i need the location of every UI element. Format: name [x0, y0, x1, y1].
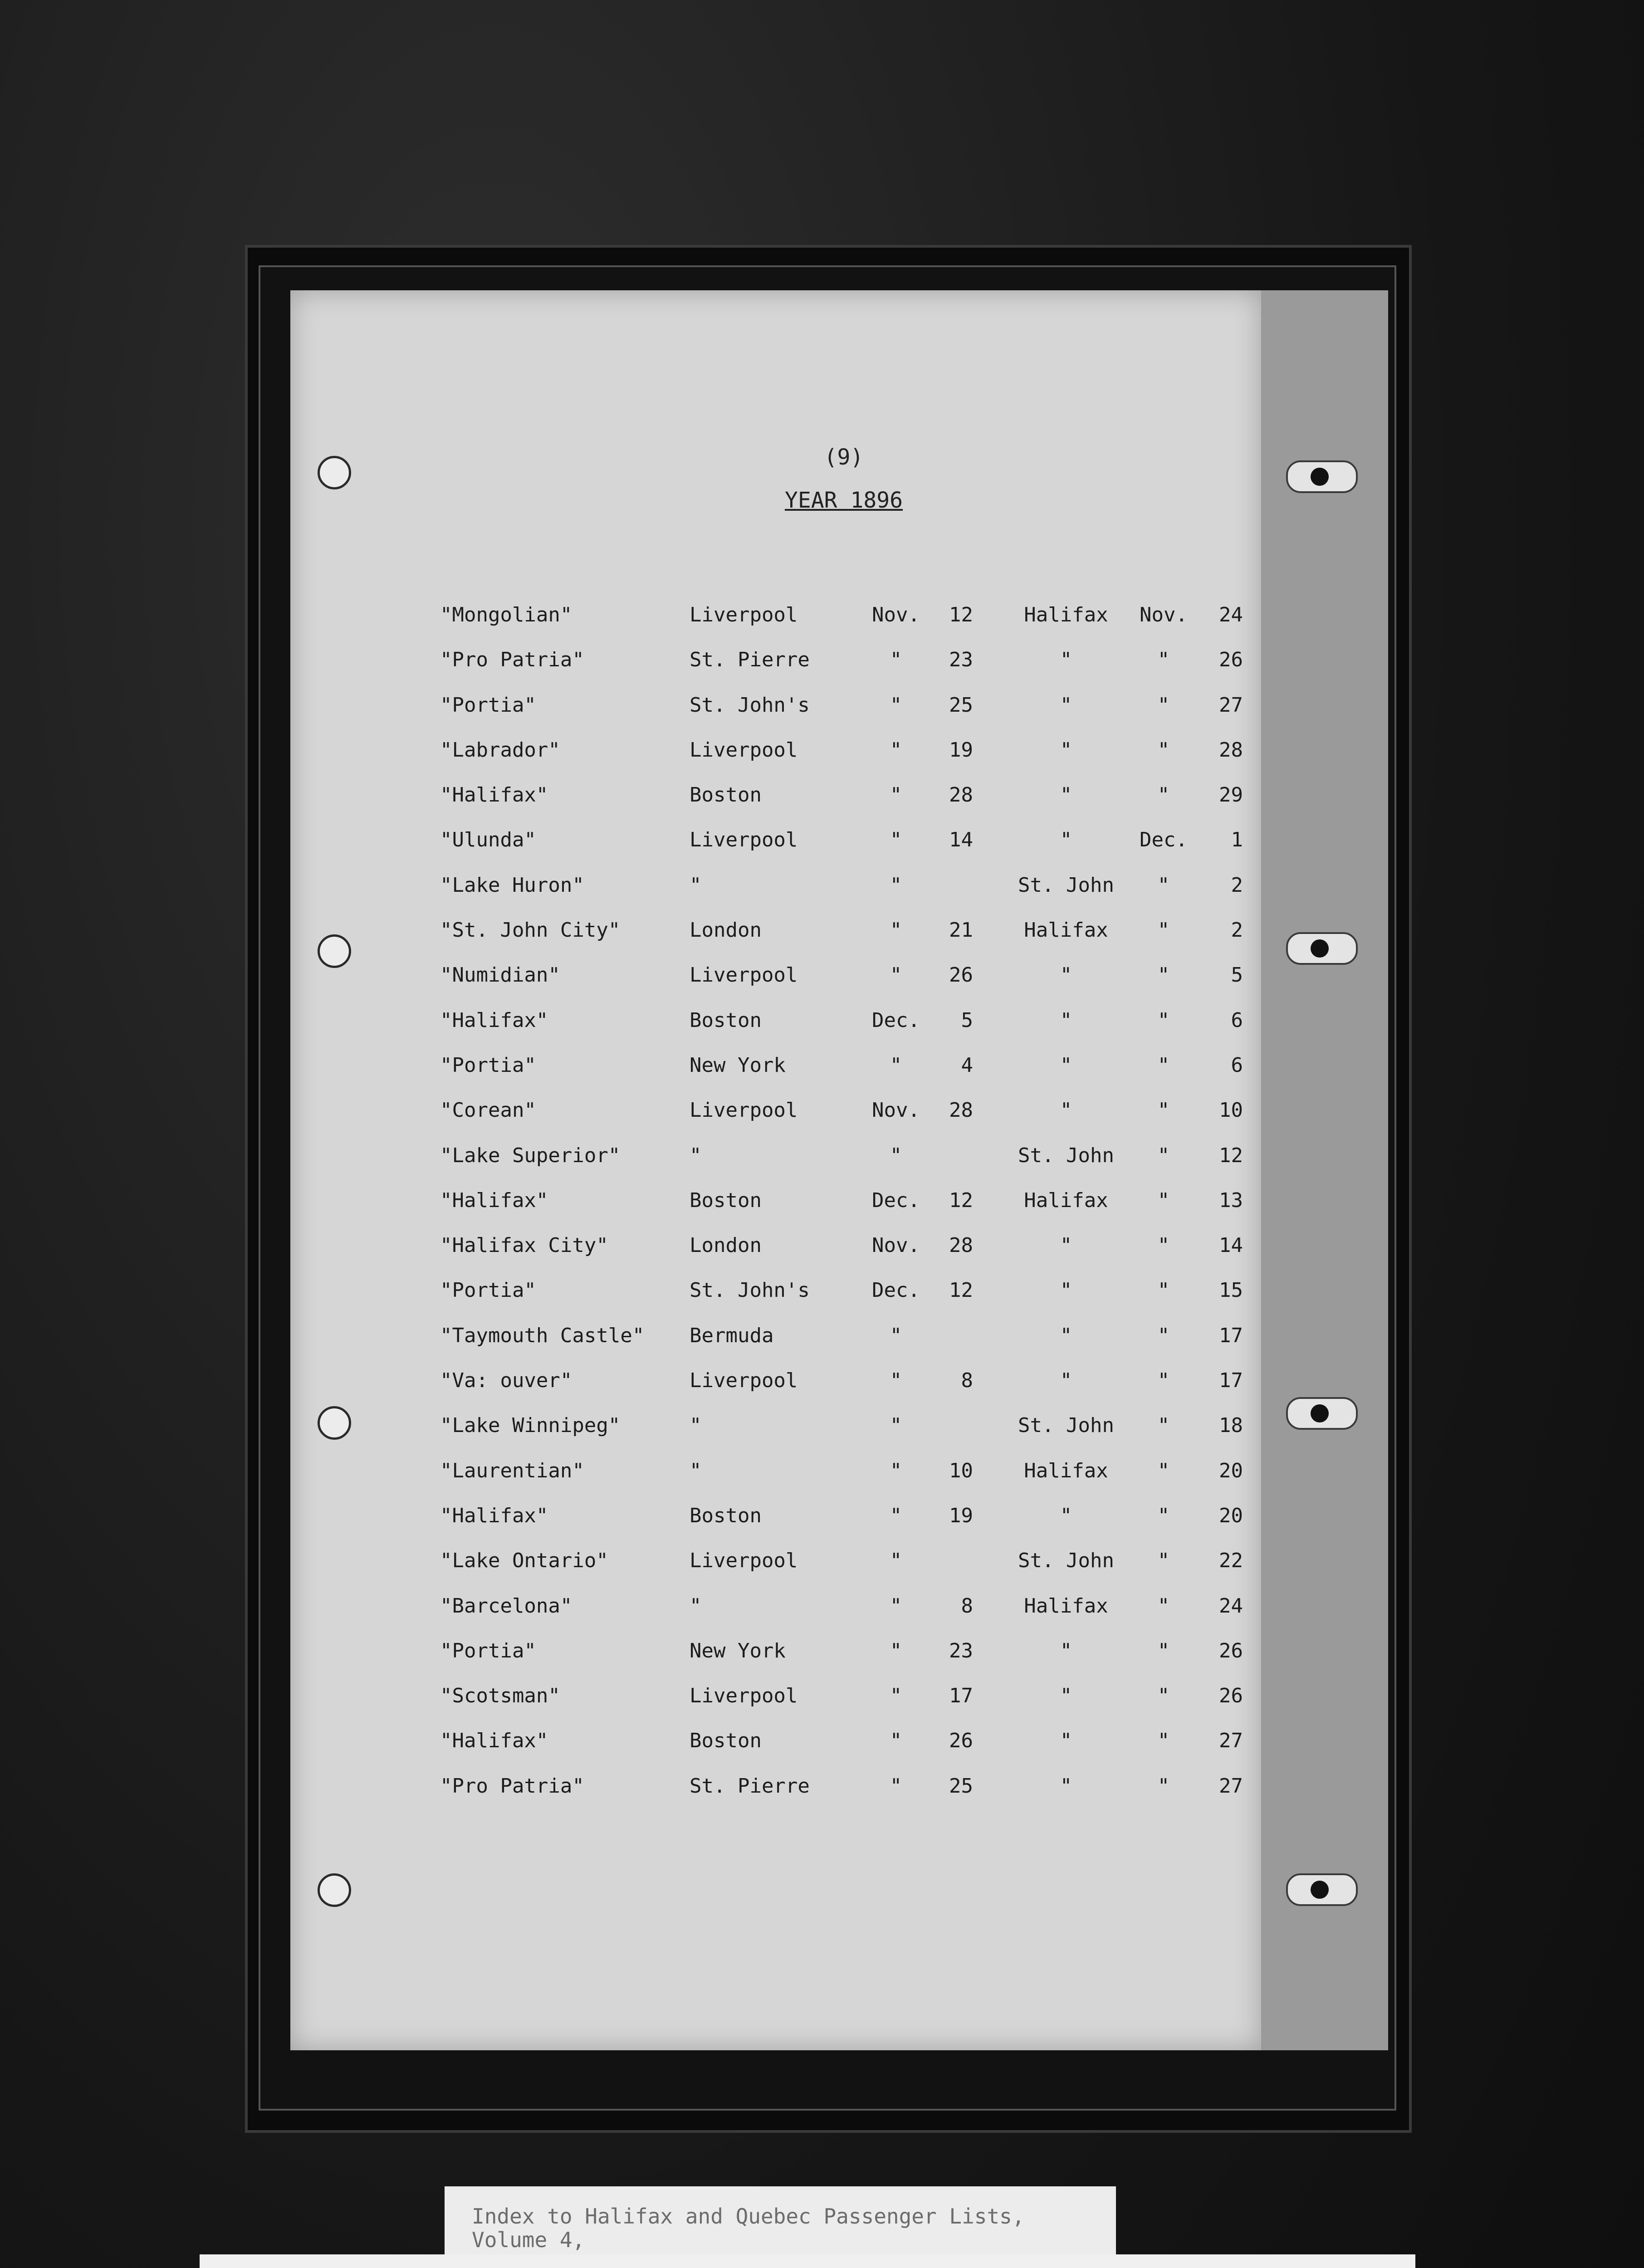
ship-name: "Pro Patria": [440, 648, 584, 672]
departure-day: 17: [949, 1684, 973, 1708]
ship-name: "Barcelona": [440, 1594, 572, 1618]
arrival-month: Nov.: [1140, 603, 1188, 626]
arrival-port: St. John: [1018, 1414, 1114, 1437]
table-row: [440, 1459, 1248, 1504]
arrival-month: ": [1157, 963, 1170, 987]
departure-port: Liverpool: [690, 963, 798, 987]
arrival-day: 28: [1219, 738, 1243, 762]
departure-month: ": [890, 1549, 902, 1573]
departure-port: St. Pierre: [690, 648, 810, 672]
binder-clip-icon: [1286, 1873, 1358, 1906]
departure-month: ": [890, 1053, 902, 1077]
departure-port: ": [690, 1414, 702, 1437]
departure-port: Liverpool: [690, 1684, 798, 1708]
table-row: [440, 603, 1248, 648]
departure-day: 10: [949, 1459, 973, 1482]
arrival-month: ": [1157, 1324, 1170, 1347]
arrival-day: 6: [1231, 1053, 1243, 1077]
departure-port: New York: [690, 1639, 786, 1662]
arrival-day: 26: [1219, 1639, 1243, 1662]
arrival-day: 24: [1219, 603, 1243, 626]
arrival-day: 20: [1219, 1459, 1243, 1482]
arrival-port: ": [1060, 738, 1072, 762]
arrival-day: 14: [1219, 1234, 1243, 1257]
arrival-day: 5: [1231, 963, 1243, 987]
ship-name: "Halifax": [440, 1729, 548, 1753]
departure-port: Liverpool: [690, 738, 798, 762]
punch-hole-icon: [318, 456, 351, 489]
departure-port: Liverpool: [690, 1549, 798, 1573]
arrival-day: 2: [1231, 919, 1243, 942]
page-number: (9): [824, 445, 864, 470]
table-row: [440, 963, 1248, 1008]
binder-clip-icon: [1286, 460, 1358, 493]
arrival-port: ": [1060, 1279, 1072, 1302]
table-row: [440, 1684, 1248, 1729]
arrival-month: ": [1157, 1549, 1170, 1573]
ship-name: "Scotsman": [440, 1684, 560, 1708]
arrival-port: ": [1060, 783, 1072, 807]
ship-name: "Lake Winnipeg": [440, 1414, 621, 1437]
arrival-month: ": [1157, 1369, 1170, 1393]
arrival-month: ": [1157, 919, 1170, 942]
ship-name: "Halifax": [440, 1008, 548, 1032]
departure-port: Liverpool: [690, 828, 798, 852]
arrival-day: 29: [1219, 783, 1243, 807]
departure-month: ": [890, 1144, 902, 1167]
arrival-day: 27: [1219, 1774, 1243, 1798]
table-row: [440, 1099, 1248, 1144]
departure-month: ": [890, 783, 902, 807]
arrival-month: ": [1157, 1729, 1170, 1753]
departure-day: 8: [961, 1369, 973, 1393]
departure-port: St. John's: [690, 693, 810, 717]
arrival-port: ": [1060, 1053, 1072, 1077]
departure-day: 5: [961, 1008, 973, 1032]
ship-name: "Taymouth Castle": [440, 1324, 645, 1347]
departure-month: Nov.: [872, 603, 920, 626]
table-row: [440, 874, 1248, 919]
departure-day: 28: [949, 783, 973, 807]
table-row: [440, 1729, 1248, 1774]
departure-day: 26: [949, 1729, 973, 1753]
departure-month: Dec.: [872, 1188, 920, 1212]
ship-name: "Portia": [440, 693, 536, 717]
punch-hole-icon: [318, 1406, 351, 1440]
arrival-port: ": [1060, 1684, 1072, 1708]
ship-name: "Halifax": [440, 783, 548, 807]
arrival-day: 18: [1219, 1414, 1243, 1437]
departure-day: 21: [949, 919, 973, 942]
departure-day: 23: [949, 1639, 973, 1662]
binder-clip-icon: [1286, 932, 1358, 965]
departure-port: Boston: [690, 1504, 762, 1527]
departure-port: ": [690, 1594, 702, 1618]
departure-port: Liverpool: [690, 1099, 798, 1122]
table-row: [440, 1189, 1248, 1234]
arrival-port: ": [1060, 693, 1072, 717]
arrival-port: ": [1060, 828, 1072, 852]
table-row: [440, 1774, 1248, 1819]
arrival-day: 15: [1219, 1279, 1243, 1302]
departure-port: New York: [690, 1053, 786, 1077]
departure-day: 28: [949, 1099, 973, 1122]
table-row: [440, 694, 1248, 738]
departure-month: Dec.: [872, 1008, 920, 1032]
table-row: [440, 1549, 1248, 1594]
departure-port: St. Pierre: [690, 1774, 810, 1798]
binder-clip-icon: [1286, 1397, 1358, 1430]
table-row: [440, 1324, 1248, 1369]
departure-month: ": [890, 1324, 902, 1347]
arrival-day: 12: [1219, 1144, 1243, 1167]
arrival-day: 6: [1231, 1008, 1243, 1032]
arrival-port: St. John: [1018, 873, 1114, 897]
arrival-day: 26: [1219, 1684, 1243, 1708]
table-row: [440, 1504, 1248, 1549]
arrival-month: ": [1157, 648, 1170, 672]
arrival-day: 2: [1231, 873, 1243, 897]
ship-name: "Numidian": [440, 963, 560, 987]
table-row: [440, 648, 1248, 693]
arrival-month: ": [1157, 738, 1170, 762]
departure-month: ": [890, 919, 902, 942]
departure-day: 26: [949, 963, 973, 987]
arrival-port: St. John: [1018, 1549, 1114, 1573]
arrival-port: ": [1060, 1099, 1072, 1122]
arrival-month: ": [1157, 1008, 1170, 1032]
departure-port: Boston: [690, 783, 762, 807]
arrival-day: 10: [1219, 1099, 1243, 1122]
arrival-month: ": [1157, 1144, 1170, 1167]
departure-day: 25: [949, 693, 973, 717]
departure-day: 12: [949, 1279, 973, 1302]
table-row: [440, 1144, 1248, 1189]
ship-name: "Portia": [440, 1639, 536, 1662]
table-row: [440, 1594, 1248, 1639]
arrival-port: ": [1060, 1234, 1072, 1257]
table-row: [440, 919, 1248, 963]
departure-month: ": [890, 1729, 902, 1753]
table-row: [440, 1009, 1248, 1054]
arrival-month: ": [1157, 1639, 1170, 1662]
table-row: [440, 1414, 1248, 1459]
ship-name: "Lake Huron": [440, 873, 584, 897]
departure-month: ": [890, 738, 902, 762]
table-row: [440, 1639, 1248, 1684]
departure-month: Nov.: [872, 1099, 920, 1122]
arrival-month: ": [1157, 783, 1170, 807]
punch-hole-icon: [318, 934, 351, 968]
departure-port: Liverpool: [690, 1369, 798, 1393]
arrival-month: Dec.: [1140, 828, 1188, 852]
archive-card: [200, 2254, 1415, 2268]
arrival-port: St. John: [1018, 1144, 1114, 1167]
ship-name: "Halifax City": [440, 1234, 608, 1257]
arrival-port: ": [1060, 1774, 1072, 1798]
departure-month: ": [890, 693, 902, 717]
arrival-day: 13: [1219, 1188, 1243, 1212]
arrival-port: Halifax: [1024, 919, 1108, 942]
arrival-month: ": [1157, 1188, 1170, 1212]
departure-day: 12: [949, 1188, 973, 1212]
arrival-port: ": [1060, 1008, 1072, 1032]
arrival-month: ": [1157, 1504, 1170, 1527]
ship-name: "Portia": [440, 1279, 536, 1302]
arrival-day: 27: [1219, 693, 1243, 717]
table-row: [440, 828, 1248, 873]
departure-port: ": [690, 873, 702, 897]
departure-port: Bermuda: [690, 1324, 774, 1347]
departure-day: 23: [949, 648, 973, 672]
arrival-day: 27: [1219, 1729, 1243, 1753]
arrival-port: ": [1060, 963, 1072, 987]
ship-name: "Va: ouver": [440, 1369, 572, 1393]
departure-day: 19: [949, 1504, 973, 1527]
arrival-port: ": [1060, 1369, 1072, 1393]
arrival-month: ": [1157, 1234, 1170, 1257]
ship-name: "Labrador": [440, 738, 560, 762]
departure-month: ": [890, 1369, 902, 1393]
arrival-day: 17: [1219, 1324, 1243, 1347]
departure-port: Boston: [690, 1188, 762, 1212]
table-row: [440, 1279, 1248, 1324]
arrival-port: ": [1060, 1639, 1072, 1662]
page-edge-strip: [1261, 290, 1388, 2050]
arrival-month: ": [1157, 1414, 1170, 1437]
departure-month: ": [890, 1774, 902, 1798]
ship-name: "St. John City": [440, 919, 621, 942]
departure-day: 12: [949, 603, 973, 626]
departure-day: 25: [949, 1774, 973, 1798]
index-title: Index to Halifax and Quebec Passenger Lists, Volume 4,: [472, 2204, 1025, 2252]
arrival-day: 20: [1219, 1504, 1243, 1527]
ship-name: "Portia": [440, 1053, 536, 1077]
departure-month: ": [890, 1639, 902, 1662]
arrival-port: ": [1060, 1504, 1072, 1527]
ship-name: "Halifax": [440, 1504, 548, 1527]
arrival-month: ": [1157, 873, 1170, 897]
table-row: [440, 1369, 1248, 1414]
arrival-day: 26: [1219, 648, 1243, 672]
departure-month: ": [890, 648, 902, 672]
table-row: [440, 1054, 1248, 1099]
departure-month: ": [890, 963, 902, 987]
departure-day: 4: [961, 1053, 973, 1077]
arrival-port: ": [1060, 648, 1072, 672]
arrival-port: Halifax: [1024, 603, 1108, 626]
ship-name: "Halifax": [440, 1188, 548, 1212]
departure-day: 19: [949, 738, 973, 762]
departure-port: St. John's: [690, 1279, 810, 1302]
arrival-port: ": [1060, 1729, 1072, 1753]
departure-month: ": [890, 873, 902, 897]
ship-name: "Mongolian": [440, 603, 572, 626]
arrival-port: Halifax: [1024, 1594, 1108, 1618]
arrival-port: ": [1060, 1324, 1072, 1347]
table-row: [440, 783, 1248, 828]
ship-name: "Pro Patria": [440, 1774, 584, 1798]
arrival-month: ": [1157, 1774, 1170, 1798]
departure-month: ": [890, 1504, 902, 1527]
departure-port: ": [690, 1144, 702, 1167]
arrival-port: Halifax: [1024, 1459, 1108, 1482]
passenger-list-table: [440, 603, 1248, 1819]
arrival-day: 1: [1231, 828, 1243, 852]
arrival-month: ": [1157, 1053, 1170, 1077]
departure-day: 8: [961, 1594, 973, 1618]
departure-month: ": [890, 828, 902, 852]
arrival-month: ": [1157, 1099, 1170, 1122]
ship-name: "Corean": [440, 1099, 536, 1122]
departure-month: Nov.: [872, 1234, 920, 1257]
ship-name: "Laurentian": [440, 1459, 584, 1482]
arrival-month: ": [1157, 1279, 1170, 1302]
table-row: [440, 738, 1248, 783]
departure-port: Boston: [690, 1729, 762, 1753]
table-row: [440, 1234, 1248, 1279]
year-heading: YEAR 1896: [784, 488, 903, 513]
departure-month: ": [890, 1459, 902, 1482]
arrival-day: 24: [1219, 1594, 1243, 1618]
arrival-day: 17: [1219, 1369, 1243, 1393]
departure-month: ": [890, 1414, 902, 1437]
departure-port: Boston: [690, 1008, 762, 1032]
departure-port: London: [690, 919, 762, 942]
departure-port: London: [690, 1234, 762, 1257]
departure-month: ": [890, 1684, 902, 1708]
departure-day: 28: [949, 1234, 973, 1257]
departure-month: ": [890, 1594, 902, 1618]
ship-name: "Ulunda": [440, 828, 536, 852]
arrival-month: ": [1157, 1684, 1170, 1708]
arrival-day: 22: [1219, 1549, 1243, 1573]
arrival-month: ": [1157, 1594, 1170, 1618]
arrival-port: Halifax: [1024, 1188, 1108, 1212]
departure-port: ": [690, 1459, 702, 1482]
departure-month: Dec.: [872, 1279, 920, 1302]
arrival-month: ": [1157, 1459, 1170, 1482]
ship-name: "Lake Superior": [440, 1144, 621, 1167]
arrival-month: ": [1157, 693, 1170, 717]
departure-port: Liverpool: [690, 603, 798, 626]
ship-name: "Lake Ontario": [440, 1549, 608, 1573]
departure-day: 14: [949, 828, 973, 852]
punch-hole-icon: [318, 1873, 351, 1907]
